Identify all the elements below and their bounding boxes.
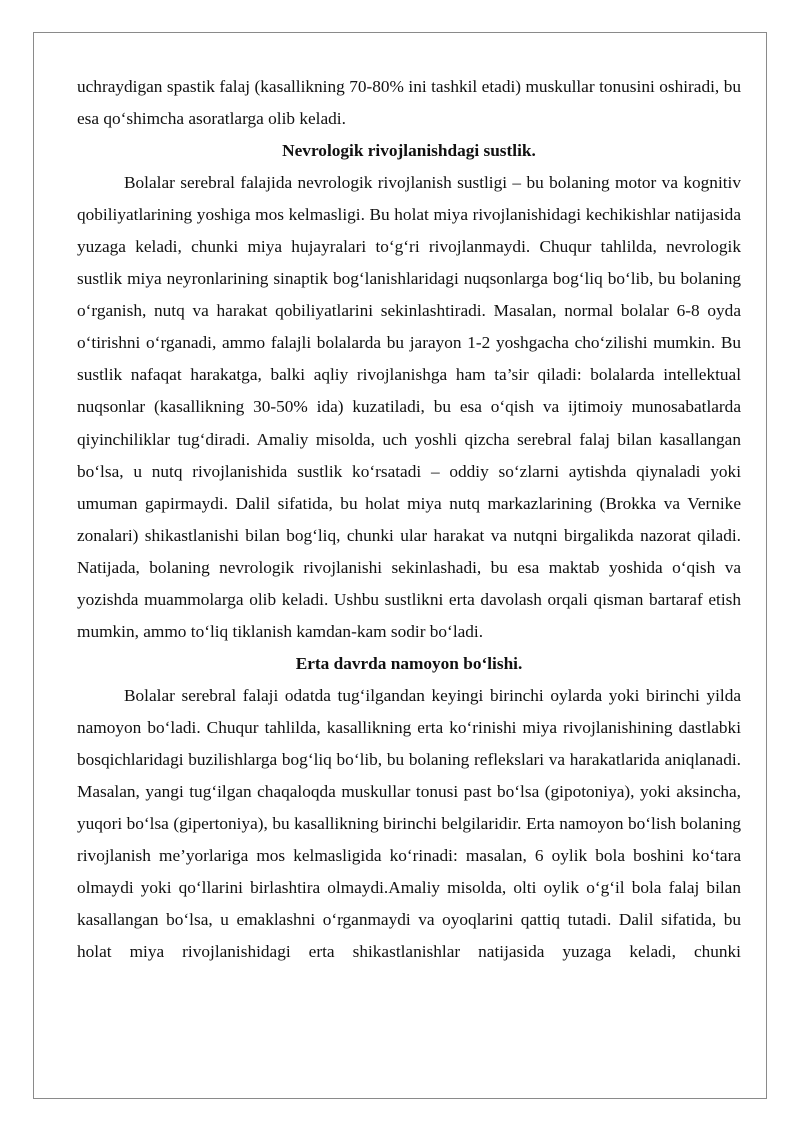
intro-paragraph: uchraydigan spastik falaj (kasallikning 70-80% ini tashkil etadi) muskullar tonusini oshiradi, bu esa qo‘shimcha asoratlarga olib keladi. — [77, 77, 741, 129]
document-body — [77, 71, 741, 968]
paragraph-neurological-delay: Bolalar serebral falajida nevrologik rivojlanish sustligi – bu bolaning motor va kognitiv qobiliyatlarining yoshiga mos kelmasligi. Bu holat miya rivojlanishidagi kechikishlar natijasida yuzaga keladi, chunki miya hujayralari to‘g‘ri rivojlanmaydi. Chuqur tahlilda, nevrologik sustlik miya neyronlarining sinaptik bog‘lanishlaridagi nuqsonlarga bog‘liq bo‘lib, bu bolaning o‘rganish, nutq va harakat qobiliyatlarini sekinlashtiradi. Masalan, normal bolalar 6-8 oyda o‘tirishni o‘rganadi, ammo falajli bolalarda bu jarayon 1-2 yoshgacha cho‘zilishi mumkin. Bu sustlik nafaqat harakatga, balki aqliy rivojlanishga ham ta’sir qiladi: bolalarda intellektual nuqsonlar (kasallikning 30-50% ida) kuzatiladi, bu esa o‘qish va ijtimoiy munosabatlarda qiyinchiliklar tug‘diradi. Amaliy misolda, uch yoshli qizcha serebral falaj bilan kasallangan bo‘lsa, u nutq rivojlanishida sustlik ko‘rsatadi – oddiy so‘zlarni aytishda qiynaladi yoki umuman gapirmaydi. Dalil sifatida, bu holat miya nutq markazlarining (Brokka va Vernike zonalari) shikastlanishi bilan bog‘liq, chunki ular harakat va nutqni birgalikda nazorat qiladi. Natijada, bolaning nevrologik rivojlanishi sekinlashadi, bu esa maktab yoshida o‘qish va yozishda muammolarga olib keladi. Ushbu sustlikni erta davolash orqali qisman bartaraf etish mumkin, ammo to‘liq tiklanish kamdan-kam sodir bo‘ladi. — [77, 173, 741, 641]
section-heading-neurological-delay: Nevrologik rivojlanishdagi sustlik. — [282, 141, 536, 161]
section-heading-early-manifestation: Erta davrda namoyon bo‘lishi. — [295, 653, 523, 673]
paragraph-early-manifestation: Bolalar serebral falaji odatda tug‘ilgandan keyingi birinchi oylarda yoki birinchi yilda namoyon bo‘ladi. Chuqur tahlilda, kasallikning erta ko‘rinishi miya rivojlanishining dastlabki bosqichlaridagi buzilishlarga bog‘liq bo‘lib, bu bolaning reflekslari va harakatlarida aniqlanadi. Masalan, yangi tug‘ilgan chaqaloqda muskullar tonusi past bo‘lsa (gipotoniya), yoki aksincha, yuqori bo‘lsa (gipertoniya), bu kasallikning birinchi belgilaridir. Erta namoyon bo‘lish bolaning rivojlanish me’yorlariga mos kelmasligida ko‘rinadi: masalan, 6 oylik bola boshini ko‘tara olmaydi yoki qo‘llarini birlashtira olmaydi.Amaliy misolda, olti oylik o‘g‘il bola falaj bilan kasallangan bo‘lsa, u emaklashni o‘rganmaydi va oyoqlarini qattiq tutadi. Dalil sifatida, bu holat miya rivojlanishidagi erta shikastlanishlar natijasida yuzaga keladi, chunki — [77, 685, 741, 962]
